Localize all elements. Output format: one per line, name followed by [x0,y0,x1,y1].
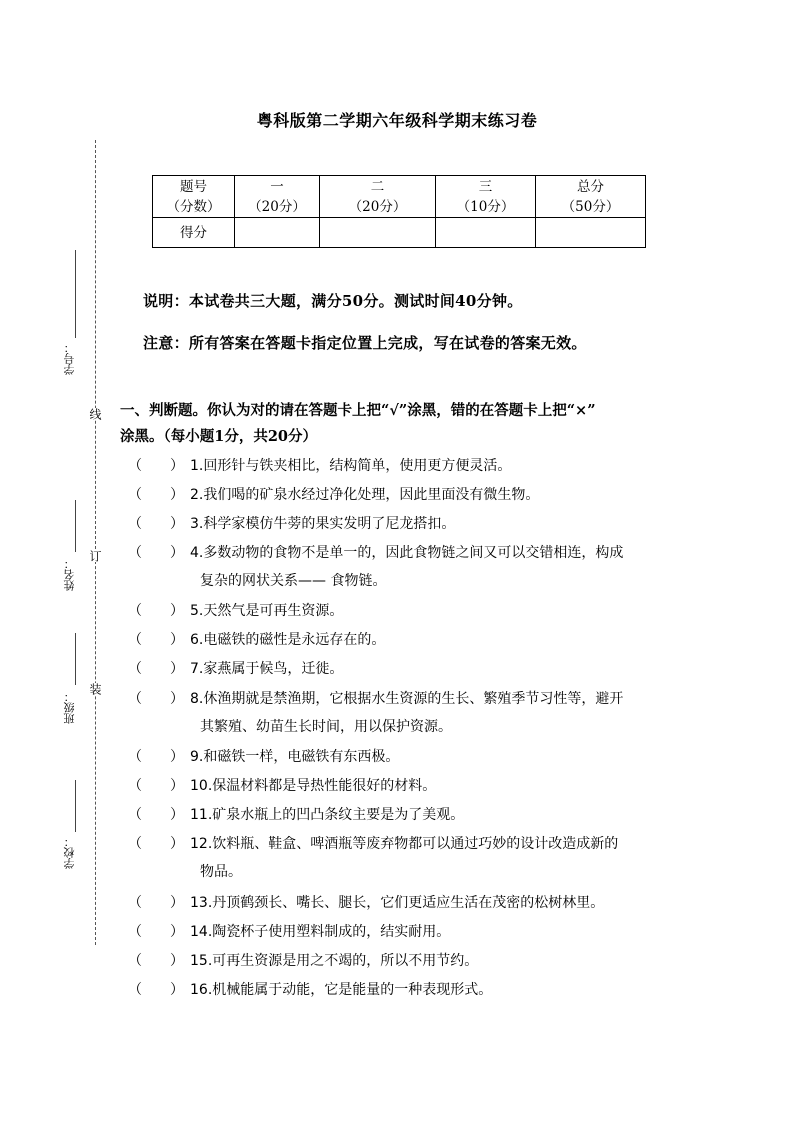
question-text: 2.我们喝的矿泉水经过净化处理，因此里面没有微生物。 [190,487,540,503]
score-cell-part3 [436,218,536,248]
answer-parentheses: （ ） [128,778,184,794]
answer-parentheses: （ ） [128,661,184,677]
question-text: 5.天然气是可再生资源。 [190,603,344,619]
binding-word-line: 线 [88,408,102,420]
question-item [128,772,688,800]
score-table [152,175,646,248]
answer-parentheses: （ ） [128,982,184,998]
answer-parentheses: （ ） [128,458,184,474]
instruction-note: 说明：本试卷共三大题，满分50分。测试时间40分钟。 [143,292,523,310]
answer-parentheses: （ ） [128,953,184,969]
score-table-score-row [153,218,646,248]
student-id-field [58,250,84,375]
header-cell-part3: 三 （10分） [436,176,536,218]
question-text: 16.机械能属于动能，它是能量的一种表现形式。 [190,982,493,998]
answer-parentheses: （ ） [128,807,184,823]
question-item [128,947,688,975]
answer-parentheses: （ ） [128,749,184,765]
question-item [128,830,688,886]
question-text: 14.陶瓷杯子使用塑料制成的，结实耐用。 [190,924,451,940]
question-item [128,597,688,625]
section-heading [120,398,680,450]
binding-word-staple: 订 [88,550,102,562]
question-text: 4.多数动物的食物不是单一的，因此食物链之间又可以交错相连，构成 [190,545,624,561]
question-item [128,510,688,538]
question-item [128,452,688,480]
question-text: 3.科学家模仿牛蒡的果实发明了尼龙搭扣。 [190,516,456,532]
answer-parentheses: （ ） [128,691,184,707]
question-text: 7.家燕属于候鸟，迁徙。 [190,661,344,677]
question-item [128,685,688,741]
question-item [128,976,688,1004]
question-text: 12.饮料瓶、鞋盒、啤酒瓶等废弃物都可以通过巧妙的设计改造成新的 [190,836,619,852]
answer-parentheses: （ ） [128,924,184,940]
section-heading-line2: 涂黑。（每小题1分，共20分） [120,428,318,445]
school-field [58,780,84,870]
school-label: 学校： [63,836,76,869]
answer-parentheses: （ ） [128,603,184,619]
header-cell-part2: 二 （20分） [320,176,436,218]
question-item [128,743,688,771]
header-cell-part1: 一 （20分） [235,176,320,218]
binding-dashed-line [95,140,96,945]
binding-word-bind: 装 [88,683,102,695]
answer-parentheses: （ ） [128,632,184,648]
header-cell-total: 总分 （50分） [536,176,646,218]
question-text: 8.休渔期就是禁渔期，它根据水生资源的生长、繁殖季节习性等，避开 [190,691,624,707]
answer-parentheses: （ ） [128,516,184,532]
score-cell-part2 [320,218,436,248]
class-label: 班级： [63,691,76,724]
question-text: 13.丹顶鹤颈长、嘴长、腿长，它们更适应生活在茂密的松树林里。 [190,895,605,911]
question-item [128,539,688,595]
question-text: 10.保温材料都是导热性能很好的材料。 [190,778,437,794]
question-item [128,801,688,829]
question-item [128,626,688,654]
answer-parentheses: （ ） [128,487,184,503]
question-text: 15.可再生资源是用之不竭的，所以不用节约。 [190,953,479,969]
score-cell-total [536,218,646,248]
section-heading-line1: 一、判断题。你认为对的请在答题卡上把“√”涂黑，错的在答题卡上把“×” [120,402,596,419]
student-id-label: 学号： [63,342,76,375]
name-label: 姓名： [63,558,76,591]
question-text: 1.回形针与铁夹相比，结构简单，使用更方便灵活。 [190,458,512,474]
score-table-header-row [153,176,646,218]
question-item [128,481,688,509]
attention-note: 注意：所有答案在答题卡指定位置上完成，写在试卷的答案无效。 [143,334,587,352]
class-field [58,633,84,743]
question-text: 6.电磁铁的磁性是永远存在的。 [190,632,386,648]
question-text: 9.和磁铁一样，电磁铁有东西极。 [190,749,400,765]
answer-parentheses: （ ） [128,836,184,852]
name-field [58,500,84,600]
question-text: 11.矿泉水瓶上的凹凸条纹主要是为了美观。 [190,807,465,823]
answer-parentheses: （ ） [128,545,184,561]
question-item [128,889,688,917]
score-cell-part1 [235,218,320,248]
question-text-continued: 其繁殖、幼苗生长时间，用以保护资源。 [200,719,452,735]
question-item [128,655,688,683]
page-title: 粤科版第二学期六年级科学期末练习卷 [256,111,538,130]
header-cell-question-no: 题号 （分数） [153,176,235,218]
question-item [128,918,688,946]
question-text-continued: 物品。 [200,864,242,880]
answer-parentheses: （ ） [128,895,184,911]
score-label-cell: 得分 [153,218,235,248]
question-text-continued: 复杂的网状关系—— 食物链。 [200,573,387,589]
